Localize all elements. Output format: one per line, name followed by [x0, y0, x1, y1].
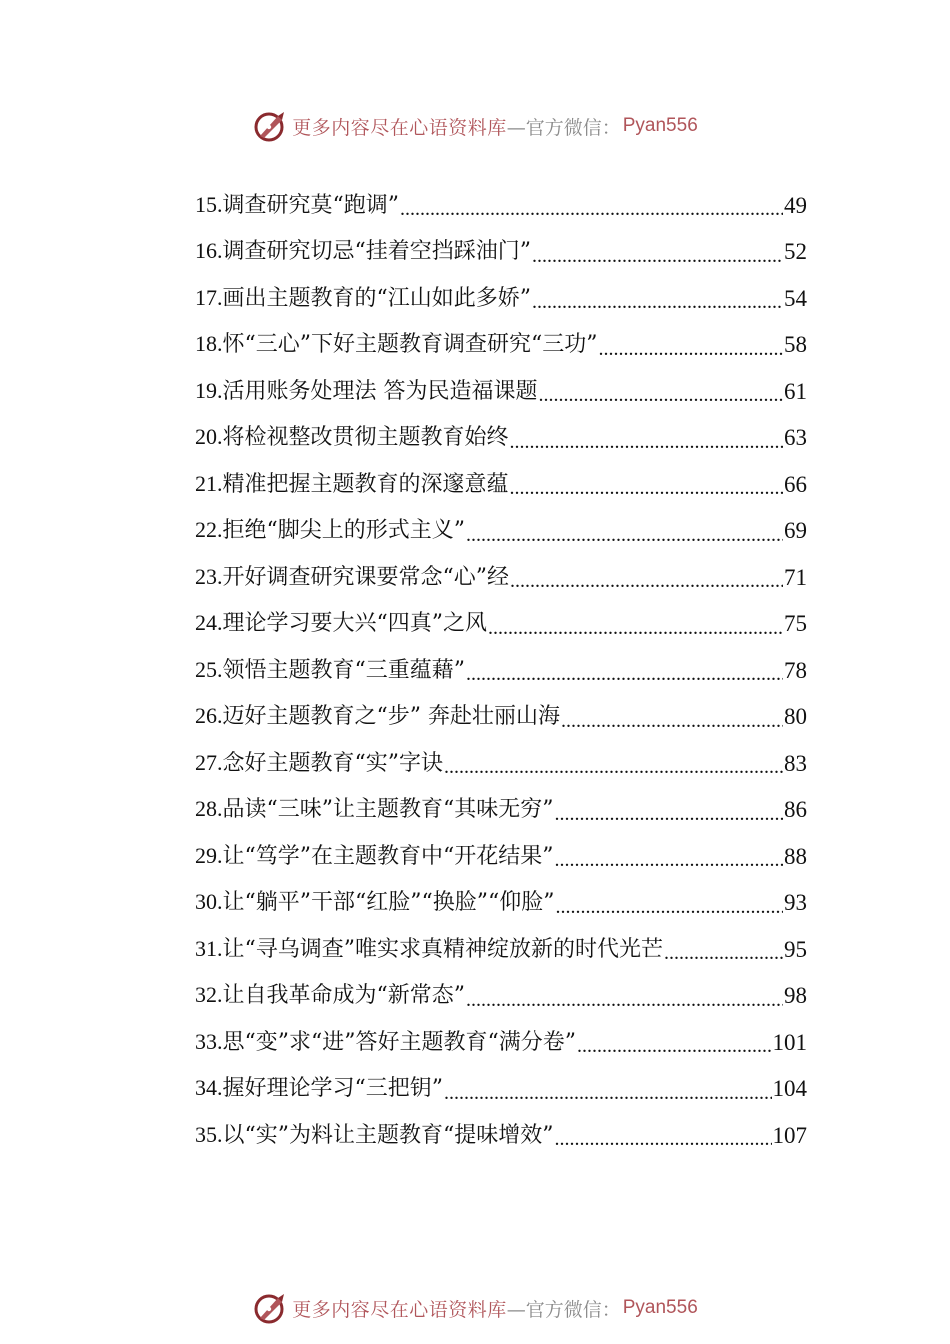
- toc-entry-number: 28.: [195, 796, 223, 822]
- banner-wechat-id: Pyan556: [622, 1297, 698, 1318]
- toc-entry[interactable]: [195, 275, 807, 322]
- toc-entry-title: [195, 240, 531, 263]
- toc-dot-leader: [510, 477, 783, 499]
- toc-entry-text: 领悟主题教育“三重蕴藉”: [222, 657, 465, 683]
- toc-dot-leader: [466, 989, 783, 1011]
- toc-entry-text: 品读“三味”让主题教育“其味无穷”: [222, 797, 554, 823]
- toc-entry-page-number: 69: [784, 518, 807, 544]
- toc-entry-text: 让“笃学”在主题教育中“开花结果”: [222, 843, 554, 869]
- banner-site-text: 更多内容尽在心语资料库: [292, 1298, 507, 1321]
- toc-entry-text: 迈好主题教育之“步” 奔赴壮丽山海: [222, 704, 560, 730]
- toc-entry-number: 31.: [195, 935, 223, 961]
- toc-entry-text: 开好调查研究课要常念“心”经: [222, 564, 509, 590]
- toc-entry-title: [195, 519, 465, 542]
- toc-entry-text: 将检视整改贯彻主题教育始终: [222, 425, 509, 451]
- toc-dot-leader: [400, 198, 783, 220]
- toc-entry-title: [195, 798, 554, 821]
- toc-entry-title: [195, 563, 509, 590]
- banner-site-text: 更多内容尽在心语资料库: [292, 116, 507, 139]
- toc-entry-page-number: 98: [784, 983, 807, 1009]
- toc-entry-number: 30.: [195, 889, 223, 915]
- toc-entry[interactable]: [195, 926, 807, 973]
- toc-entry[interactable]: [195, 601, 807, 648]
- toc-entry-text: 调查研究莫“跑调”: [222, 192, 399, 218]
- toc-entry[interactable]: [195, 508, 807, 555]
- toc-entry[interactable]: [195, 368, 807, 415]
- toc-entry-page-number: 93: [784, 890, 807, 916]
- toc-entry-page-number: 49: [784, 192, 807, 218]
- toc-entry[interactable]: [195, 554, 807, 601]
- toc-entry-number: 15.: [195, 191, 223, 217]
- toc-entry-text: 念好主题教育“实”字诀: [222, 750, 443, 776]
- toc-entry-text: 让自我革命成为“新常态”: [222, 983, 465, 1009]
- toc-dot-leader: [444, 1082, 772, 1104]
- toc-entry-page-number: 61: [784, 378, 807, 404]
- toc-entry-text: 精准把握主题教育的深邃意蕴: [222, 471, 509, 497]
- toc-entry-number: 20.: [195, 424, 223, 450]
- toc-entry-title: [195, 612, 487, 635]
- toc-entry-page-number: 52: [784, 239, 807, 265]
- toc-entry-page-number: 101: [772, 1029, 807, 1055]
- toc-entry-title: [195, 284, 531, 311]
- pen-nib-logo-icon: [252, 1290, 288, 1326]
- pen-nib-logo-icon: [252, 108, 288, 144]
- toc-entry-text: 让“寻乌调查”唯实求真精神绽放新的时代光芒: [222, 936, 663, 962]
- toc-entry-title: [195, 935, 663, 962]
- toc-entry[interactable]: [195, 833, 807, 880]
- toc-entry-title: [195, 842, 554, 869]
- toc-entry-title: [195, 191, 399, 218]
- toc-entry-page-number: 88: [784, 843, 807, 869]
- toc-entry-number: 25.: [195, 656, 223, 682]
- toc-entry[interactable]: [195, 322, 807, 369]
- toc-entry-title: [195, 749, 443, 776]
- toc-entry-title: [195, 377, 538, 404]
- table-of-contents: [195, 182, 807, 1159]
- toc-dot-leader: [510, 431, 783, 453]
- toc-dot-leader: [466, 524, 783, 546]
- toc-entry-page-number: 83: [784, 750, 807, 776]
- toc-entry-title: [195, 426, 509, 449]
- toc-entry[interactable]: [195, 740, 807, 787]
- toc-entry-text: 画出主题教育的“江山如此多娇”: [222, 285, 531, 311]
- toc-entry-page-number: 66: [784, 471, 807, 497]
- toc-entry[interactable]: [195, 973, 807, 1020]
- toc-entry-text: 理论学习要大兴“四真”之风: [222, 611, 487, 637]
- toc-entry-page-number: 107: [772, 1122, 807, 1148]
- toc-entry-number: 23.: [195, 563, 223, 589]
- toc-entry[interactable]: [195, 182, 807, 229]
- toc-entry-page-number: 58: [784, 332, 807, 358]
- toc-dot-leader: [664, 942, 783, 964]
- toc-entry-text: 握好理论学习“三把钥”: [222, 1076, 443, 1102]
- banner-official-label: —官方微信：: [506, 1298, 621, 1321]
- toc-entry[interactable]: [195, 415, 807, 462]
- toc-entry-text: 怀“三心”下好主题教育调查研究“三功”: [222, 332, 598, 358]
- toc-entry-page-number: 71: [784, 564, 807, 590]
- toc-entry-text: 拒绝“脚尖上的形式主义”: [222, 518, 465, 544]
- toc-entry-text: 以“实”为料让主题教育“提味增效”: [222, 1122, 554, 1148]
- toc-entry-page-number: 104: [772, 1076, 807, 1102]
- toc-entry-number: 24.: [195, 610, 223, 636]
- toc-entry[interactable]: [195, 694, 807, 741]
- toc-entry[interactable]: [195, 1112, 807, 1159]
- toc-entry[interactable]: [195, 1066, 807, 1113]
- toc-entry-number: 33.: [195, 1028, 223, 1054]
- toc-entry-number: 22.: [195, 517, 223, 543]
- toc-dot-leader: [555, 849, 784, 871]
- toc-dot-leader: [555, 1128, 772, 1150]
- toc-entry-text: 思“变”求“进”答好主题教育“满分卷”: [222, 1029, 576, 1055]
- header-watermark-banner: [0, 106, 950, 146]
- toc-entry-title: [195, 984, 465, 1007]
- toc-entry-number: 16.: [195, 238, 223, 264]
- toc-entry-number: 35.: [195, 1121, 223, 1147]
- toc-entry-title: [195, 1121, 554, 1148]
- toc-entry-number: 18.: [195, 331, 223, 357]
- toc-entry-number: 29.: [195, 842, 223, 868]
- toc-dot-leader: [488, 617, 783, 639]
- toc-dot-leader: [532, 245, 783, 267]
- toc-entry[interactable]: [195, 229, 807, 276]
- toc-entry-title: [195, 656, 465, 683]
- toc-entry-number: 17.: [195, 284, 223, 310]
- toc-entry[interactable]: [195, 787, 807, 834]
- toc-dot-leader: [444, 756, 783, 778]
- toc-entry[interactable]: [195, 461, 807, 508]
- toc-dot-leader: [532, 291, 783, 313]
- toc-entry-page-number: 80: [784, 704, 807, 730]
- toc-entry[interactable]: [195, 880, 807, 927]
- toc-entry-text: 活用账务处理法 答为民造福课题: [222, 378, 538, 404]
- toc-dot-leader: [539, 384, 784, 406]
- toc-entry-title: [195, 1028, 576, 1055]
- toc-entry-page-number: 86: [784, 797, 807, 823]
- toc-entry[interactable]: [195, 647, 807, 694]
- toc-entry-number: 27.: [195, 749, 223, 775]
- toc-entry[interactable]: [195, 1019, 807, 1066]
- toc-entry-page-number: 63: [784, 425, 807, 451]
- toc-dot-leader: [555, 896, 783, 918]
- toc-entry-title: [195, 1077, 443, 1100]
- toc-entry-text: 调查研究切忌“挂着空挡踩油门”: [222, 239, 531, 265]
- toc-dot-leader: [466, 663, 783, 685]
- toc-entry-number: 32.: [195, 982, 223, 1008]
- toc-dot-leader: [555, 803, 784, 825]
- toc-entry-page-number: 54: [784, 285, 807, 311]
- footer-watermark-banner: [0, 1288, 950, 1328]
- toc-entry-number: 34.: [195, 1075, 223, 1101]
- toc-entry-page-number: 95: [784, 936, 807, 962]
- toc-entry-page-number: 78: [784, 657, 807, 683]
- toc-entry-title: [195, 705, 560, 728]
- toc-dot-leader: [510, 570, 783, 592]
- toc-entry-title: [195, 333, 598, 356]
- toc-entry-page-number: 75: [784, 611, 807, 637]
- toc-entry-title: [195, 891, 554, 914]
- toc-entry-title: [195, 470, 509, 497]
- toc-dot-leader: [577, 1035, 772, 1057]
- toc-entry-number: 26.: [195, 703, 223, 729]
- toc-dot-leader: [561, 710, 783, 732]
- banner-official-label: —官方微信：: [506, 116, 621, 139]
- toc-entry-text: 让“躺平”干部“红脸”“换脸”“仰脸”: [222, 890, 555, 916]
- toc-entry-number: 19.: [195, 377, 223, 403]
- toc-dot-leader: [599, 338, 784, 360]
- toc-entry-number: 21.: [195, 470, 223, 496]
- banner-wechat-id: Pyan556: [622, 115, 698, 136]
